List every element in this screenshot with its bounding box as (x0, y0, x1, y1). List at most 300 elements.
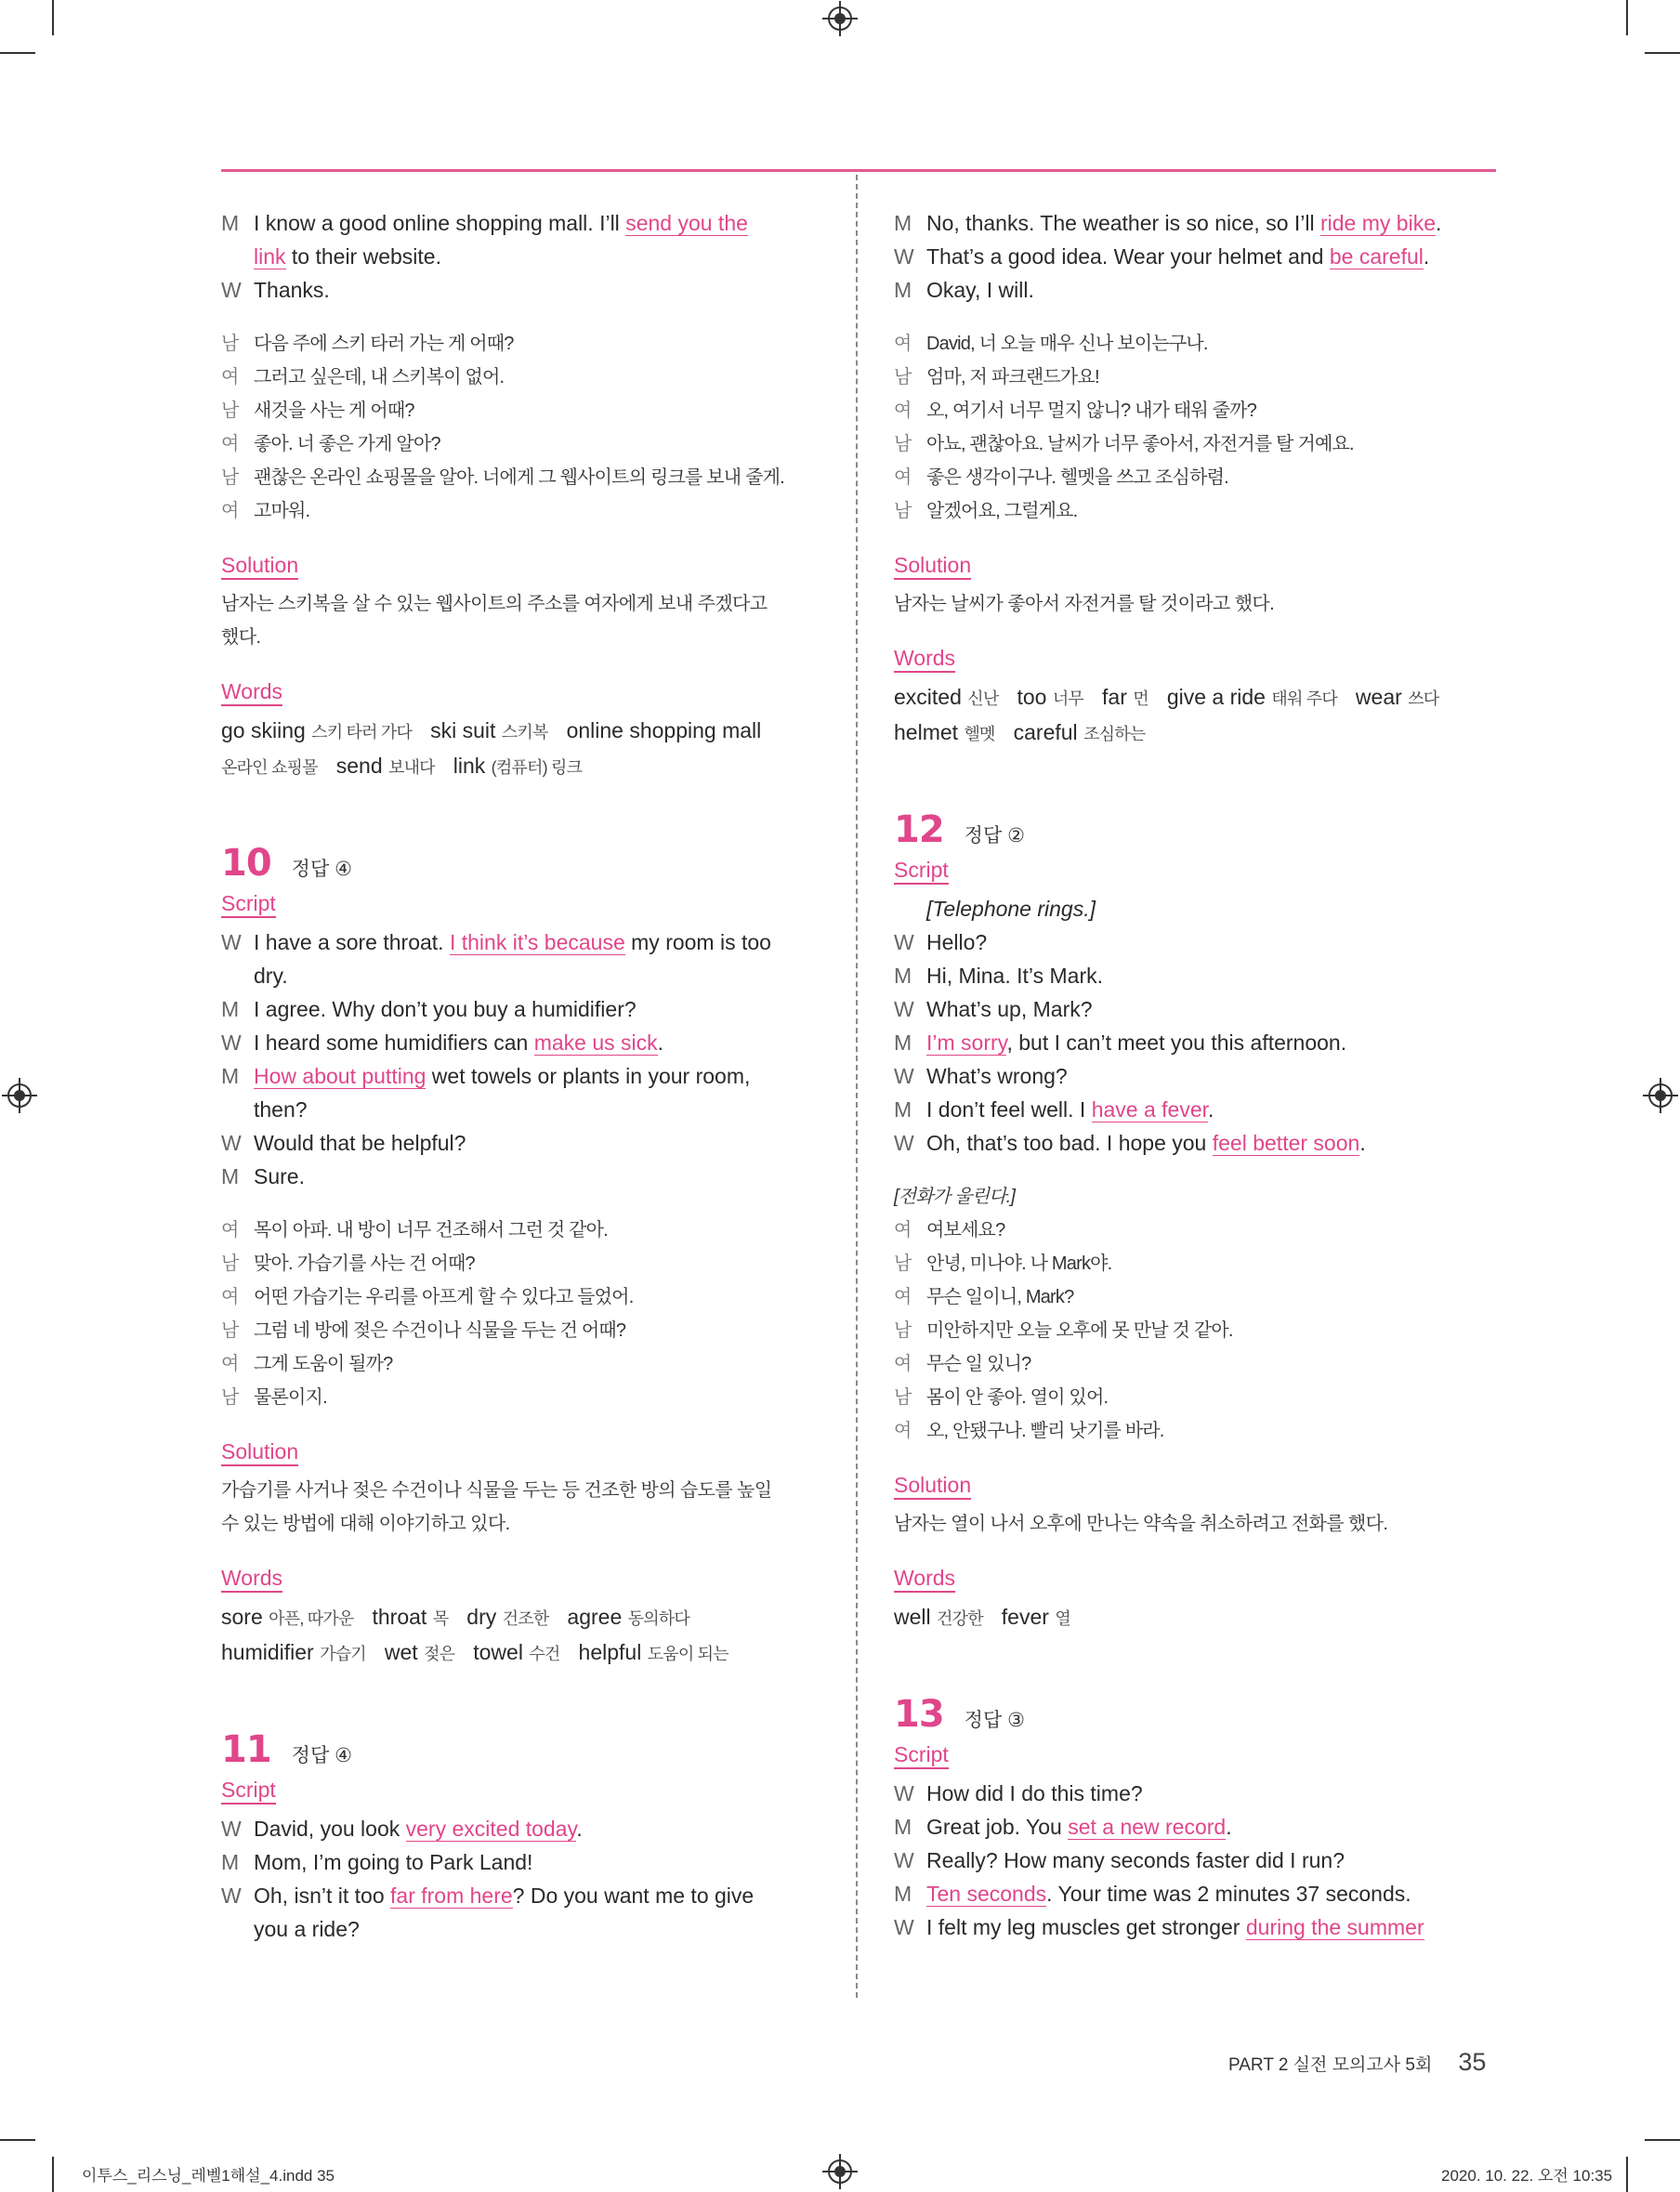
words-label: Words (221, 1565, 282, 1593)
script-text: my room is too (624, 930, 771, 954)
vocab-english: helmet (894, 720, 959, 744)
translation-text: 무슨 일이니, Mark? (926, 1287, 1074, 1307)
script-text: Okay, I will. (926, 278, 1034, 302)
translation-line (221, 1314, 825, 1347)
registration-mark-icon (1648, 1083, 1673, 1108)
slug-filename: 이투스_리스닝_레벨1해설_4.indd 35 (82, 2167, 335, 2185)
vocab-item (894, 720, 995, 744)
q13-script (894, 1777, 1498, 1944)
translation-text: 무슨 일 있니? (926, 1354, 1031, 1374)
speaker-tag: M (894, 1882, 912, 1906)
script-text: David, you look (254, 1817, 406, 1841)
solution-label: Solution (894, 1472, 971, 1500)
translation-line (221, 1214, 825, 1247)
script-line (221, 206, 825, 240)
script-label: Script (894, 857, 949, 885)
script-text: dry. (254, 964, 288, 988)
vocab-item (1102, 685, 1148, 709)
translation-line (221, 1347, 825, 1381)
script-text: I know a good online shopping mall. I’ll (254, 211, 626, 235)
vocab-english: wet (384, 1640, 418, 1664)
vocab-korean: 건강한 (937, 1609, 983, 1628)
script-text: Hi, Mina. It’s Mark. (926, 964, 1103, 988)
key-phrase: far from here (390, 1884, 513, 1908)
vocab-korean: 아픈, 따가운 (269, 1609, 354, 1628)
script-line (894, 1026, 1498, 1059)
right-column (894, 206, 1498, 1944)
q10-korean (221, 1214, 825, 1414)
translation-line (894, 327, 1498, 361)
speaker-tag: 여 (221, 1354, 239, 1374)
speaker-tag: 남 (221, 400, 239, 421)
q13-header (894, 1693, 1498, 1738)
script-text: Thanks. (254, 278, 330, 302)
translation-text: 알겠어요, 그럴게요. (926, 501, 1078, 521)
vocab-item (473, 1640, 559, 1664)
script-line (221, 1093, 825, 1126)
page-number: 35 (1458, 2048, 1487, 2076)
vocab-english: too (1017, 685, 1047, 709)
speaker-tag: 남 (894, 434, 912, 454)
translation-text: 어떤 가습기는 우리를 아프게 할 수 있다고 들었어. (254, 1287, 634, 1307)
key-phrase: during the summer (1245, 1915, 1424, 1939)
translation-line (894, 394, 1498, 427)
script-text: to their website. (285, 244, 441, 269)
speaker-tag: 여 (894, 1421, 912, 1441)
translation-line (894, 427, 1498, 461)
words-label: Words (221, 678, 282, 706)
solution-label: Solution (894, 552, 971, 580)
vocab-korean: (컴퓨터) 링크 (491, 758, 583, 777)
vocab-english: send (335, 754, 383, 778)
speaker-tag: W (894, 997, 914, 1021)
vocab-item (894, 1605, 983, 1629)
script-text: I don’t feel well. I (926, 1097, 1092, 1122)
translation-line (221, 461, 825, 494)
script-text: you a ride? (254, 1917, 360, 1941)
script-text: . (1208, 1097, 1214, 1122)
script-text: That’s a good idea. Wear your helmet and (926, 244, 1330, 269)
script-text: . (1359, 1131, 1366, 1155)
question-number: 12 (894, 808, 944, 851)
slug-date: 2020. 10. 22. 오전 10:35 (1441, 2167, 1613, 2185)
words-row (894, 1600, 1498, 1635)
vocab-korean: 쓰다 (1408, 689, 1439, 708)
script-line (221, 1845, 825, 1879)
vocab-item (430, 718, 547, 742)
solution-line: 남자는 날씨가 좋아서 자전거를 탈 것이라고 했다. (894, 594, 1275, 614)
key-phrase: make us sick (533, 1030, 658, 1055)
script-text: Would that be helpful? (254, 1131, 466, 1155)
script-line (894, 992, 1498, 1026)
crop-mark (1626, 0, 1628, 35)
script-line (221, 1160, 825, 1193)
vocab-english: online shopping mall (566, 718, 762, 742)
translation-line (894, 1381, 1498, 1414)
script-line (894, 892, 1498, 925)
script-text: wet towels or plants in your room, (426, 1064, 751, 1088)
q10-script (221, 925, 825, 1193)
q11-header (221, 1728, 825, 1773)
speaker-tag: 여 (221, 501, 239, 521)
script-line (221, 959, 825, 992)
script-line (221, 1912, 825, 1946)
vocab-item (372, 1605, 448, 1629)
vocab-english: wear (1355, 685, 1402, 709)
vocab-english: ski suit (430, 718, 496, 742)
header-rule (221, 169, 1496, 172)
translation-line (221, 327, 825, 361)
script-line (221, 1026, 825, 1059)
key-phrase: I’m sorry (926, 1030, 1007, 1055)
translation-line (221, 1381, 825, 1414)
translation-text: 엄마, 저 파크랜드가요! (926, 367, 1099, 387)
words-row (221, 749, 825, 784)
translation-text: 맞아. 가습기를 사는 건 어때? (254, 1254, 475, 1274)
script-text: . (1423, 244, 1430, 269)
q9-solution (221, 587, 825, 654)
vocab-korean: 태워 주다 (1271, 689, 1337, 708)
vocab-item (221, 1640, 366, 1664)
script-line (221, 925, 825, 959)
speaker-tag: 여 (221, 1220, 239, 1240)
script-line (221, 240, 825, 273)
vocab-english: sore (221, 1605, 263, 1629)
vocab-korean: 젖은 (424, 1645, 455, 1663)
translation-line (221, 427, 825, 461)
solution-line: 남자는 열이 나서 오후에 만나는 약속을 취소하려고 전화를 했다. (894, 1514, 1388, 1534)
words-row (221, 714, 825, 749)
translation-line (894, 1347, 1498, 1381)
translation-text: 여보세요? (926, 1220, 1005, 1240)
vocab-english: fever (1001, 1605, 1049, 1629)
translation-line (221, 1280, 825, 1314)
vocab-korean: 온라인 쇼핑몰 (221, 758, 318, 777)
crop-mark (1645, 2139, 1680, 2141)
vocab-korean: 조심하는 (1083, 725, 1146, 743)
translation-text: 몸이 안 좋아. 열이 있어. (926, 1387, 1109, 1408)
vocab-english: go skiing (221, 718, 306, 742)
script-line (221, 273, 825, 307)
translation-line (894, 1314, 1498, 1347)
footer-part: PART 2 실전 모의고사 5회 (1228, 2055, 1433, 2075)
speaker-tag: W (894, 1848, 914, 1872)
vocab-english: give a ride (1166, 685, 1266, 709)
speaker-tag: W (221, 278, 242, 302)
vocab-item (1167, 685, 1337, 709)
vocab-english: agree (567, 1605, 623, 1629)
script-line (894, 1777, 1498, 1810)
q10-header (221, 842, 825, 886)
key-phrase: send you the (625, 211, 748, 235)
script-line (221, 992, 825, 1026)
speaker-tag: 남 (221, 1320, 239, 1341)
script-text: ? Do you want me to give (512, 1884, 755, 1908)
speaker-tag: W (221, 930, 242, 954)
words-row (221, 1600, 825, 1635)
vocab-english: far (1102, 685, 1127, 709)
speaker-tag: 여 (221, 367, 239, 387)
registration-mark-icon (828, 7, 852, 31)
vocab-item (453, 754, 582, 778)
script-text: No, thanks. The weather is so nice, so I’ll (926, 211, 1320, 235)
speaker-tag: 남 (221, 334, 239, 354)
words-row (894, 680, 1498, 715)
speaker-tag: 여 (894, 334, 912, 354)
speaker-tag: W (894, 1131, 914, 1155)
speaker-tag: W (894, 1915, 914, 1939)
solution-line: 수 있는 방법에 대해 이야기하고 있다. (221, 1514, 510, 1534)
vocab-korean: 스키복 (501, 723, 548, 742)
vocab-item (466, 1605, 548, 1629)
vocab-english: throat (372, 1605, 427, 1629)
script-label: Script (894, 1741, 949, 1769)
script-text: What’s wrong? (926, 1064, 1068, 1088)
q9-script (221, 206, 825, 307)
vocab-item (385, 1640, 454, 1664)
vocab-korean: 목 (432, 1609, 449, 1628)
registration-mark-icon (7, 1083, 32, 1108)
script-text: [Telephone rings.] (926, 897, 1096, 921)
script-text: Really? How many seconds faster did I run? (926, 1848, 1345, 1872)
vocab-korean: 가습기 (320, 1645, 366, 1663)
translation-line (894, 461, 1498, 494)
key-phrase: have a fever (1091, 1097, 1209, 1122)
translation-text: 오, 여기서 너무 멀지 않니? 내가 태워 줄까? (926, 400, 1257, 421)
script-line (894, 1093, 1498, 1126)
vocab-english: towel (473, 1640, 523, 1664)
script-line (221, 1812, 825, 1845)
speaker-tag: M (894, 1097, 912, 1122)
vocab-english: excited (894, 685, 962, 709)
script-line (894, 1126, 1498, 1160)
q11-script-cont (894, 206, 1498, 307)
speaker-tag: M (221, 211, 240, 235)
speaker-tag: M (894, 964, 912, 988)
q11-words (894, 680, 1498, 751)
script-text: I have a sore throat. (254, 930, 450, 954)
speaker-tag: 여 (894, 1354, 912, 1374)
speaker-tag: W (894, 1781, 914, 1805)
script-text: I felt my leg muscles get stronger (926, 1915, 1246, 1939)
q11-script (221, 1812, 825, 1946)
vocab-item (1356, 685, 1438, 709)
answer-key: 정답 ④ (291, 1745, 352, 1766)
translation-text: 목이 아파. 내 방이 너무 건조해서 그런 것 같아. (254, 1220, 608, 1240)
script-line (221, 1059, 825, 1093)
q9-korean (221, 327, 825, 528)
vocab-item (1017, 685, 1083, 709)
speaker-tag: M (221, 1164, 240, 1188)
key-phrase: very excited today (405, 1817, 577, 1841)
script-line (894, 240, 1498, 273)
script-text: I heard some humidifiers can (254, 1030, 534, 1055)
q10-solution (221, 1474, 825, 1541)
vocab-korean: 열 (1055, 1609, 1070, 1628)
words-label: Words (894, 645, 955, 673)
q12-words (894, 1600, 1498, 1635)
speaker-tag: 남 (221, 1254, 239, 1274)
crop-mark (0, 52, 35, 54)
speaker-tag: W (221, 1030, 242, 1055)
script-text: How did I do this time? (926, 1781, 1143, 1805)
script-text: . (657, 1030, 664, 1055)
translation-text: 좋아. 너 좋은 가게 알아? (254, 434, 440, 454)
translation-line (894, 1280, 1498, 1314)
translation-line (221, 494, 825, 528)
vocab-korean: 먼 (1133, 689, 1148, 708)
speaker-tag: 여 (894, 400, 912, 421)
vocab-item (567, 718, 762, 742)
speaker-tag: W (894, 1064, 914, 1088)
script-label: Script (221, 890, 276, 918)
script-line (894, 959, 1498, 992)
speaker-tag: W (221, 1884, 242, 1908)
translation-line (221, 361, 825, 394)
speaker-tag: 여 (894, 1220, 912, 1240)
speaker-tag: 남 (894, 501, 912, 521)
key-phrase: I think it’s because (449, 930, 625, 954)
speaker-tag: 남 (221, 467, 239, 488)
script-text: . (1435, 211, 1442, 235)
solution-label: Solution (221, 552, 298, 580)
words-row (221, 1635, 825, 1671)
solution-line: 했다. (221, 627, 261, 648)
vocab-item (579, 1640, 728, 1664)
translation-line (221, 394, 825, 427)
translation-text: 새것을 사는 게 어때? (254, 400, 414, 421)
vocab-item (1014, 720, 1146, 744)
q12-korean (894, 1214, 1498, 1448)
page-footer (1228, 2048, 1486, 2077)
speaker-tag: M (221, 1064, 240, 1088)
crop-mark (52, 2157, 54, 2192)
script-text: Hello? (926, 930, 988, 954)
speaker-tag: W (221, 1817, 242, 1841)
key-phrase: How about putting (254, 1064, 427, 1088)
speaker-tag: M (894, 1030, 912, 1055)
vocab-korean: 수건 (529, 1645, 560, 1663)
translation-line (221, 1247, 825, 1280)
script-text: . (576, 1817, 583, 1841)
key-phrase: set a new record (1068, 1815, 1227, 1839)
translation-text: David, 너 오늘 매우 신나 보이는구나. (926, 334, 1208, 354)
script-text: Mom, I’m going to Park Land! (254, 1850, 533, 1874)
vocab-korean: 신난 (967, 689, 999, 708)
vocab-korean: 보내다 (388, 758, 435, 777)
key-phrase: Ten seconds (926, 1882, 1047, 1906)
speaker-tag: 여 (894, 467, 912, 488)
key-phrase: ride my bike (1320, 211, 1436, 235)
solution-line: 가습기를 사거나 젖은 수건이나 식물을 두는 등 건조한 방의 습도를 높일 (221, 1480, 772, 1501)
words-label: Words (894, 1565, 955, 1593)
speaker-tag: M (221, 1850, 240, 1874)
speaker-tag: M (894, 1815, 912, 1839)
translation-text: 안녕, 미나야. 나 Mark야. (926, 1254, 1112, 1274)
translation-text: 물론이지. (254, 1387, 327, 1408)
translation-line (894, 1214, 1498, 1247)
speaker-tag: W (221, 1131, 242, 1155)
solution-line: 남자는 스키복을 살 수 있는 웹사이트의 주소를 여자에게 보내 주겠다고 (221, 594, 768, 614)
speaker-tag: 여 (221, 434, 239, 454)
vocab-korean: 도움이 되는 (647, 1645, 728, 1663)
key-phrase: link (254, 244, 286, 269)
script-label: Script (221, 1777, 276, 1805)
q12-script (894, 892, 1498, 1160)
speaker-tag: 남 (894, 1254, 912, 1274)
key-phrase: be careful (1329, 244, 1424, 269)
vocab-english: well (894, 1605, 931, 1629)
speaker-tag: 남 (894, 367, 912, 387)
translation-text: 괜찮은 온라인 쇼핑몰을 알아. 너에게 그 웹사이트의 링크를 보내 줄게. (254, 467, 784, 488)
translation-text: 다음 주에 스키 타러 가는 게 어때? (254, 334, 514, 354)
vocab-item (221, 718, 412, 742)
script-text: What’s up, Mark? (926, 997, 1093, 1021)
script-line (894, 206, 1498, 240)
vocab-english: humidifier (221, 1640, 314, 1664)
translation-line (894, 494, 1498, 528)
answer-key: 정답 ④ (291, 859, 352, 880)
translation-line (894, 361, 1498, 394)
speaker-tag: 남 (894, 1387, 912, 1408)
script-text: Great job. You (926, 1815, 1069, 1839)
crop-mark (1626, 2157, 1628, 2192)
translation-text: 그러고 싶은데, 내 스키복이 없어. (254, 367, 505, 387)
q11-solution (894, 587, 1498, 621)
key-phrase: feel better soon (1212, 1131, 1360, 1155)
left-column (221, 206, 825, 1946)
answer-key: 정답 ③ (964, 1710, 1025, 1731)
script-line (894, 1810, 1498, 1844)
vocab-english: careful (1013, 720, 1078, 744)
q12-solution (894, 1507, 1498, 1541)
vocab-korean: 동의하다 (627, 1609, 689, 1628)
vocab-item (221, 754, 318, 778)
script-line (894, 925, 1498, 959)
translation-text: 미안하지만 오늘 오후에 못 만날 것 같아. (926, 1320, 1233, 1341)
script-text: Oh, that’s too bad. I hope you (926, 1131, 1213, 1155)
words-row (894, 715, 1498, 751)
script-line (221, 1126, 825, 1160)
translation-text: 그럼 네 방에 젖은 수건이나 식물을 두는 건 어때? (254, 1320, 626, 1341)
crop-mark (1645, 52, 1680, 54)
speaker-tag: 남 (221, 1387, 239, 1408)
translation-text: 고마워. (254, 501, 310, 521)
solution-label: Solution (221, 1438, 298, 1466)
registration-mark-icon (828, 2159, 852, 2184)
speaker-tag: 여 (221, 1287, 239, 1307)
translation-text: 아뇨, 괜찮아요. 날씨가 너무 좋아서, 자전거를 탈 거예요. (926, 434, 1354, 454)
script-text: then? (254, 1097, 308, 1122)
vocab-english: dry (466, 1605, 497, 1629)
vocab-item (336, 754, 435, 778)
script-text: . Your time was 2 minutes 37 seconds. (1046, 1882, 1411, 1906)
answer-key: 정답 ② (964, 825, 1025, 847)
translation-line (894, 1414, 1498, 1448)
question-number: 10 (221, 842, 271, 885)
q11-korean (894, 327, 1498, 528)
script-line (894, 1877, 1498, 1910)
speaker-tag: W (894, 930, 914, 954)
script-text: , but I can’t meet you this afternoon. (1006, 1030, 1347, 1055)
script-line (894, 1059, 1498, 1093)
speaker-tag: 여 (894, 1287, 912, 1307)
q9-words (221, 714, 825, 784)
translation-line (894, 1247, 1498, 1280)
question-number: 11 (221, 1728, 271, 1771)
vocab-korean: 너무 (1052, 689, 1084, 708)
speaker-tag: M (894, 278, 912, 302)
